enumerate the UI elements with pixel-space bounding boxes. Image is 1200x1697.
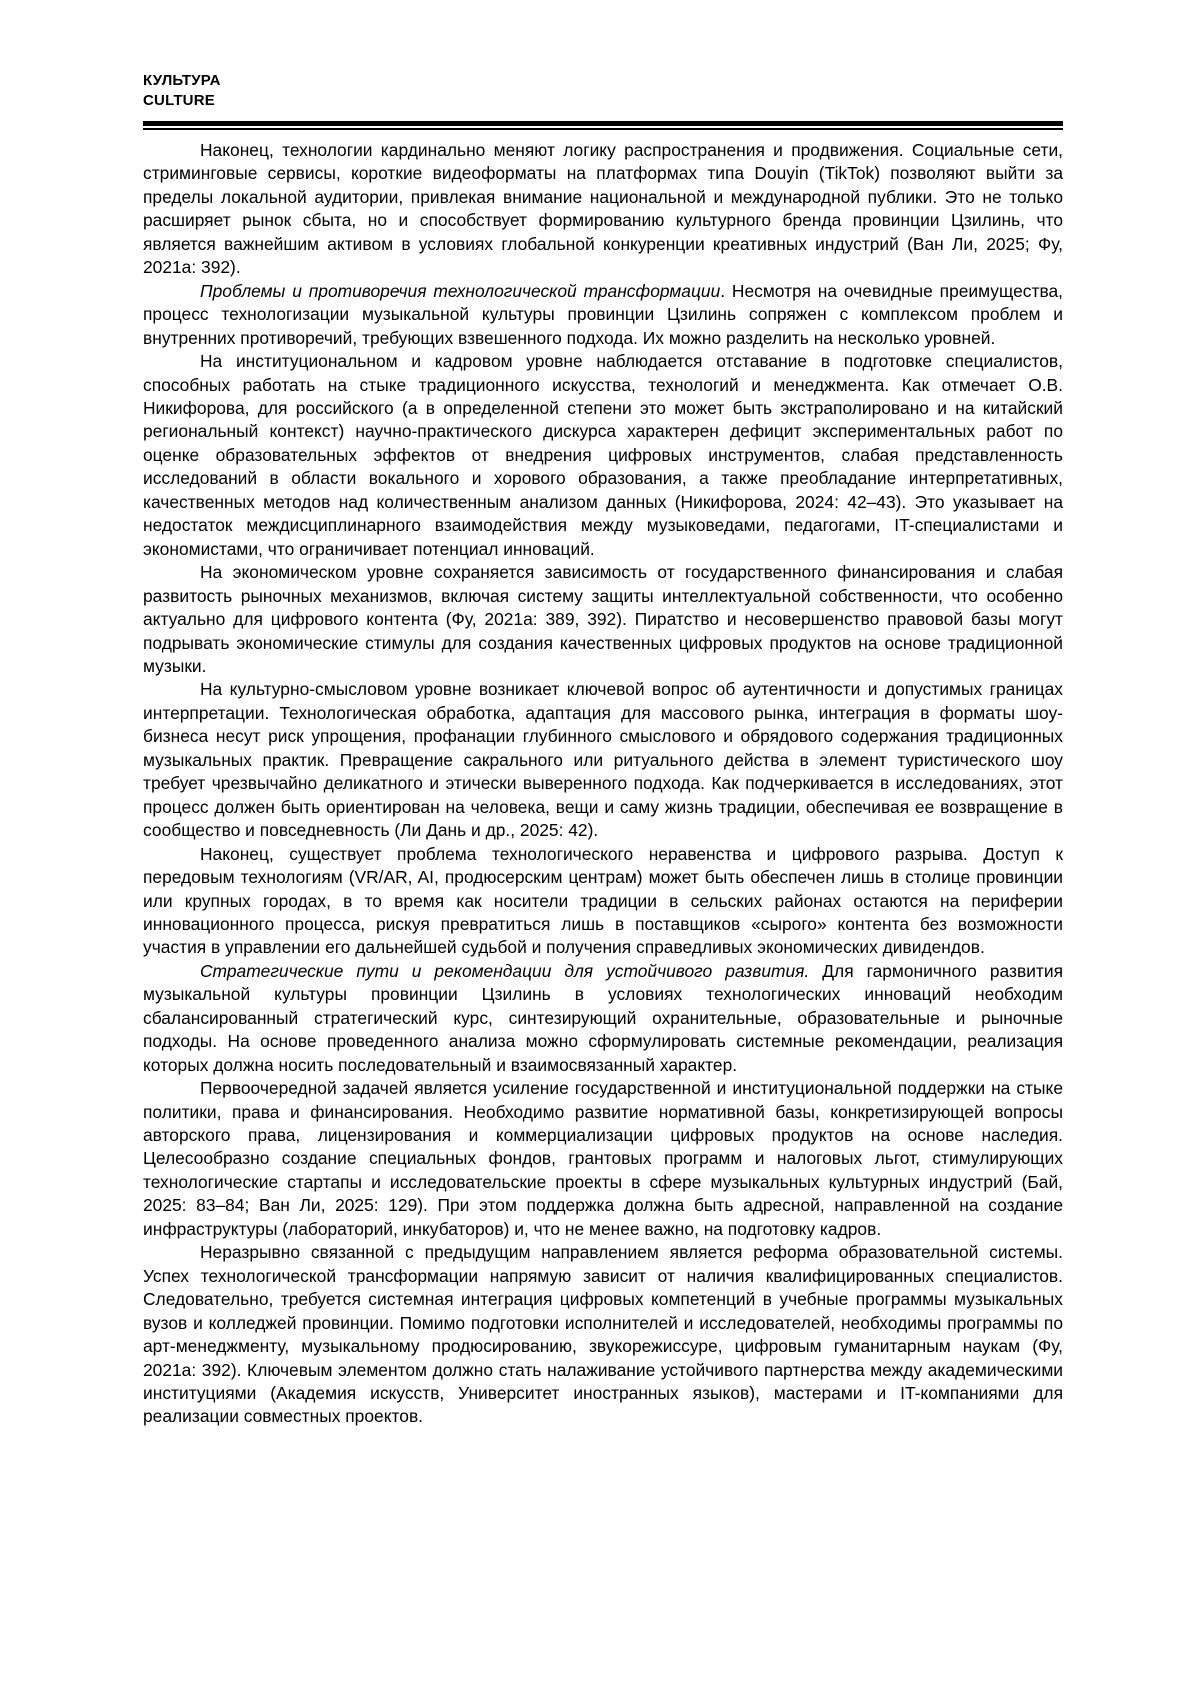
header-rule-thick xyxy=(143,121,1063,126)
paragraph-2: Проблемы и противоречия технологической трансформации. Несмотря на очевидные преимущества, процесс технологизации музыкальной культуры провинции Цзилинь сопряжен с комплексом проблем и внутренних противоречий, требующих взвешенного подхода. Их можно разделить на несколько уровней. xyxy=(143,280,1063,348)
section-heading-problems: Проблемы и противоречия технологической трансформации xyxy=(200,280,721,301)
paragraph-9: Неразрывно связанной с предыдущим направлением является реформа образовательной системы. Успех технологической трансформации напрямую зависит от наличия квалифицированных специалистов. Следовательно, требуется системная интеграция цифровых компетенций в учебные программы музыкальных вузов и колледжей провинции. Помимо подготовки исполнителей и исследователей, необходимы программы по арт-менеджменту, музыкальному продюсированию, звукорежиссуре, цифровым гуманитарным наукам (Фу, 2021a: 392). Ключевым элементом должно стать налаживание устойчивого партнерства между академическими институциями (Академия искусств, Университет иностранных языков), мастерами и IT-компаниями для реализации совместных проектов. xyxy=(143,1242,1063,1427)
paragraph-1: Наконец, технологии кардинально меняют логику распространения и продвижения. Социальные сети, стриминговые сервисы, короткие видеоформаты на платформах типа Douyin (TikTok) позволяют выйти за пределы локальной аудитории, привлекая внимание национальной и международной публики. Это не только расширяет рынок сбыта, но и способствует формированию культурного бренда провинции Цзилинь, что является важнейшим активом в условиях глобальной конкуренции креативных индустрий (Ван Ли, 2025; Фу, 2021a: 392). xyxy=(143,140,1063,278)
paragraph-5: На культурно-смысловом уровне возникает ключевой вопрос об аутентичности и допустимых границах интерпретации. Технологическая обработка, адаптация для массового рынка, интеграция в форматы шоу-бизнеса несут риск упрощения, профанации глубинного смыслового и обрядового содержания традиционных музыкальных практик. Превращение сакрального или ритуального действа в элемент туристического шоу требует чрезвычайно деликатного и этически выверенного подхода. Как подчеркивается в исследованиях, этот процесс должен быть ориентирован на человека, вещи и саму жизнь традиции, обеспечивая ее возвращение в сообщество и повседневность (Ли Дань и др., 2025: 42). xyxy=(143,679,1063,841)
running-header xyxy=(143,71,221,111)
paragraph-7: Стратегические пути и рекомендации для устойчивого развития. Для гармоничного развития музыкальной культуры провинции Цзилинь в условиях технологических инноваций необходим сбалансированный стратегический курс, синтезирующий охранительные, образовательные и рыночные подходы. На основе проведенного анализа можно сформулировать системные рекомендации, реализация которых должна носить последовательный и взаимосвязанный характер. xyxy=(143,960,1064,1075)
section-heading-strategies: Стратегические пути и рекомендации для устойчивого развития. xyxy=(200,960,810,981)
header-title-ru: КУЛЬТУРА xyxy=(143,72,221,89)
paragraph-3: На институциональном и кадровом уровне наблюдается отставание в подготовке специалистов, способных работать на стыке традиционного искусства, технологий и менеджмента. Как отмечает О.В. Никифорова, для российского (а в определенной степени это может быть экстраполировано и на китайский региональный контекст) научно-практического дискурса характерен дефицит экспериментальных работ по оценке образовательных эффектов от внедрения цифровых инструментов, слабая представленность исследований в области вокального и хорового образования, а также преобладание интерпретативных, качественных методов над количественным анализом данных (Никифорова, 2024: 42–43). Это указывает на недостаток междисциплинарного взаимодействия между музыковедами, педагогами, IT-специалистами и экономистами, что ограничивает потенциал инноваций. xyxy=(143,351,1063,559)
header-title-en: CULTURE xyxy=(143,92,215,109)
paragraph-4: На экономическом уровне сохраняется зависимость от государственного финансирования и слабая развитость рыночных механизмов, включая систему защиты интеллектуальной собственности, что особенно актуально для цифрового контента (Фу, 2021a: 389, 392). Пиратство и несовершенство правовой базы могут подрывать экономические стимулы для создания качественных цифровых продуктов на основе традиционной музыки. xyxy=(143,562,1063,676)
paragraph-8: Первоочередной задачей является усиление государственной и институциональной поддержки на стыке политики, права и финансирования. Необходимо развитие нормативной базы, конкретизирующей вопросы авторского права, лицензирования и коммерциализации цифровых продуктов на основе наследия. Целесообразно создание специальных фондов, грантовых программ и налоговых льгот, стимулирующих технологические стартапы и исследовательские проекты в сфере музыкальных культурных индустрий (Бай, 2025: 83–84; Ван Ли, 2025: 129). При этом поддержка должна быть адресной, направленной на создание инфраструктуры (лабораторий, инкубаторов) и, что не менее важно, на подготовку кадров. xyxy=(143,1078,1063,1239)
header-rule-thin xyxy=(143,128,1063,130)
paragraph-6: Наконец, существует проблема технологического неравенства и цифрового разрыва. Доступ к передовым технологиям (VR/AR, AI, продюсерским центрам) может быть обеспечен лишь в столице провинции или крупных городах, в то время как носители традиции в сельских районах остаются на периферии инновационного процесса, рискуя превратиться лишь в поставщиков «сырого» контента без возможности участия в управлении его дальнейшей судьбой и получения справедливых экономических дивидендов. xyxy=(143,843,1063,958)
article-body xyxy=(143,139,1063,1429)
